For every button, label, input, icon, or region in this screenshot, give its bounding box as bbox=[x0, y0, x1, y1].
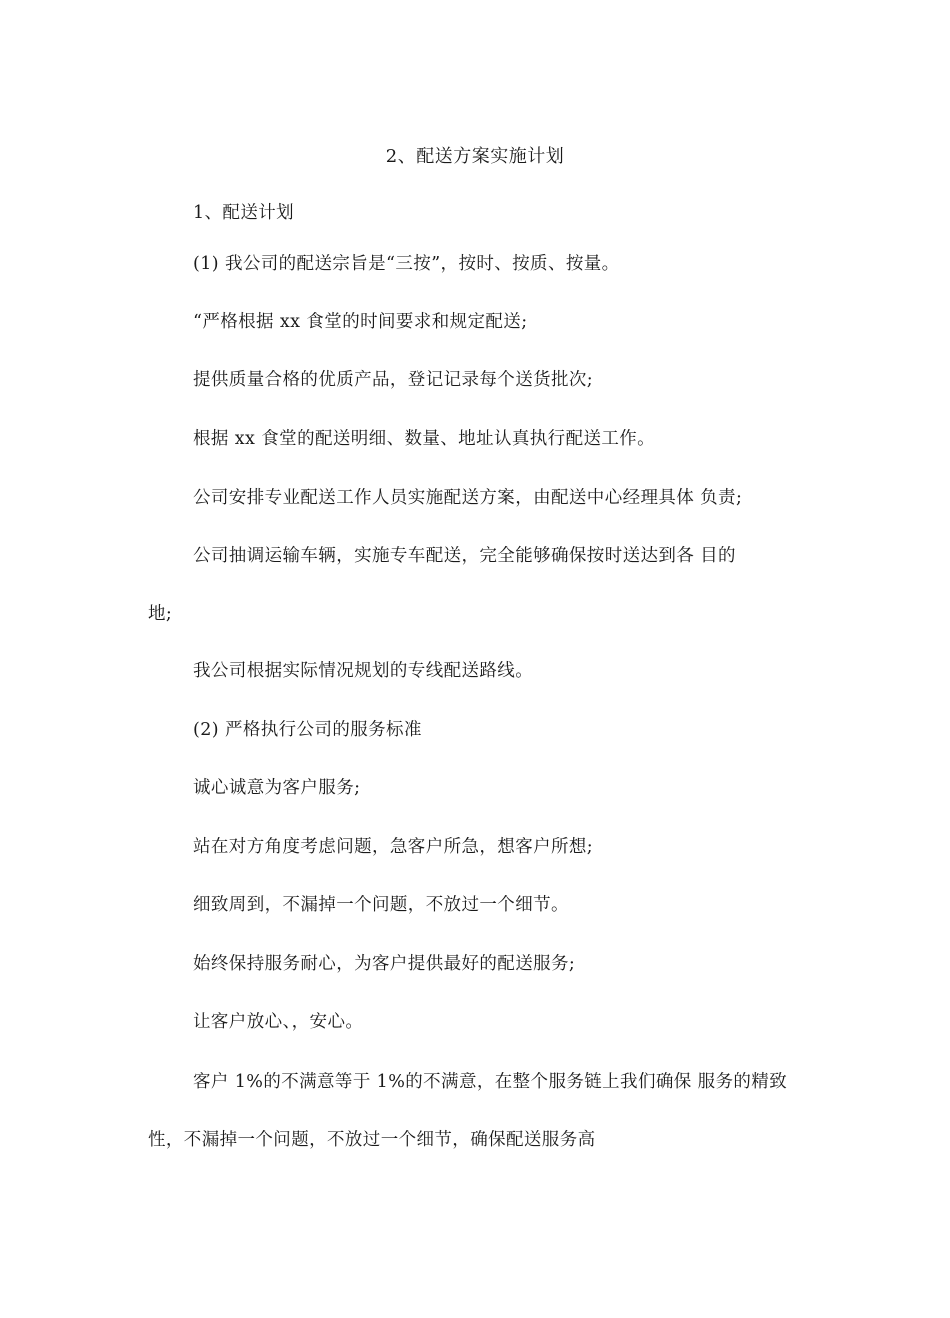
paragraph-line: 让客户放心、，安心。 bbox=[193, 1012, 364, 1032]
paragraph-line: 根据 xx 食堂的配送明细、数量、地址认真执行配送工作。 bbox=[193, 429, 656, 449]
paragraph-line: 细致周到，不漏掉一个问题，不放过一个细节。 bbox=[193, 895, 569, 915]
paragraph-line: 始终保持服务耐心，为客户提供最好的配送服务; bbox=[193, 954, 576, 974]
document-title: 2、配送方案实施计划 bbox=[385, 146, 565, 167]
paragraph-line: 诚心诚意为客户服务; bbox=[193, 778, 361, 798]
paragraph-line: 提供质量合格的优质产品，登记记录每个送货批次; bbox=[193, 370, 594, 390]
paragraph-line: 地; bbox=[148, 604, 173, 624]
paragraph-line: 站在对方角度考虑问题，急客户所急，想客户所想; bbox=[193, 837, 594, 857]
paragraph-line: 公司抽调运输车辆，实施专车配送，完全能够确保按时送达到各 目的 bbox=[193, 546, 736, 566]
section-heading: 1、配送计划 bbox=[193, 203, 295, 223]
paragraph-line: 性，不漏掉一个问题，不放过一个细节，确保配送服务高 bbox=[148, 1130, 596, 1150]
paragraph-line: “严格根据 xx 食堂的时间要求和规定配送; bbox=[193, 312, 528, 332]
section-heading: (2) 严格执行公司的服务标准 bbox=[193, 720, 422, 740]
paragraph-line: (1) 我公司的配送宗旨是“三按”，按时、按质、按量。 bbox=[193, 254, 620, 274]
paragraph-line: 我公司根据实际情况规划的专线配送路线。 bbox=[193, 661, 534, 681]
paragraph-line: 公司安排专业配送工作人员实施配送方案，由配送中心经理具体 负责; bbox=[193, 488, 743, 508]
paragraph-line: 客户 1%的不满意等于 1%的不满意，在整个服务链上我们确保 服务的精致 bbox=[193, 1072, 788, 1092]
